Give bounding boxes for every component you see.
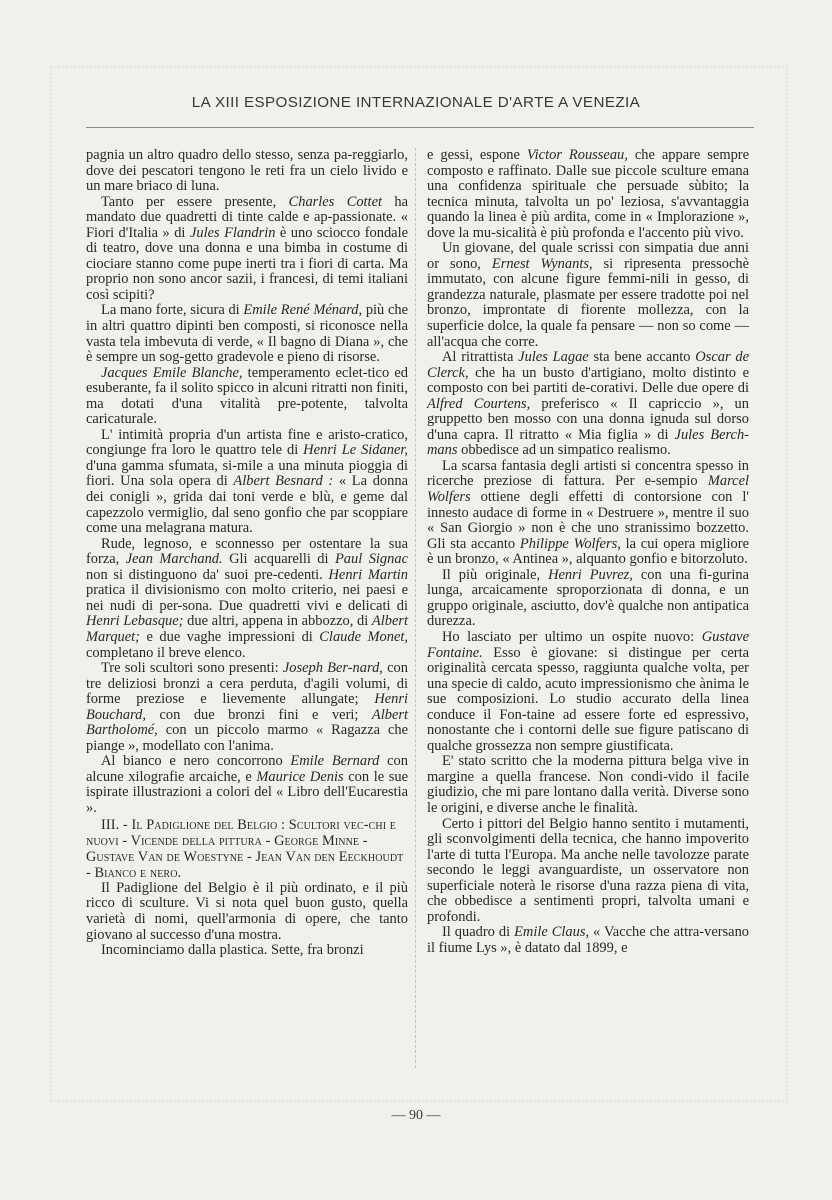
artist-name: Alfred Courtens, [427, 395, 531, 412]
paragraph: Incominciamo dalla plastica. Sette, fra bronzi [101, 942, 364, 959]
artist-name: Maurice Denis [256, 768, 344, 785]
artist-name: Jean Marchand. [125, 551, 223, 568]
artist-name: Jules Lagae [518, 349, 589, 366]
paragraph: La scarsa fantasia degli artisti si concentra spesso in ricerche preziose di fattura. Per e-sempio Marcel Wolfers ottiene degli effetti di contorsione con l' innesto audace di forme in « Destruere », mentre il suo « San Giorgio » non è che uno stranissimo bozzetto. Gli sta accanto Philippe Wolfers, la cui opera migliore è un bronzo, « Antinea », alquanto gonfio e bitorzoluto. [427, 457, 749, 568]
artist-name: Henri Lebasque; [86, 613, 184, 630]
paragraph: Tanto per essere presente, Charles Cottet ha mandato due quadretti di tinte calde e ap-passionate. « Fiori d'Italia » di Jules Flandrin è uno sciocco fondale di teatro, dove una donna e una bimba in costume di ciociare stanno come pupe inerti tra i fiori di carta. Ma proprio non sono ancor sazii, i francesi, di temi italiani così scipiti? [86, 193, 408, 303]
paragraph: Il Padiglione del Belgio è il più ordinato, e il più ricco di sculture. Vi si nota quel buon gusto, quella varietà di nomi, quell'armonia di opere, che tanto giovano al successo d'una mostra. [86, 879, 408, 943]
paragraph: Jacques Emile Blanche, temperamento eclet-tico ed esuberante, fa il solito spicco in alcuni ritratti non finiti, ma dotati d'una vitalità pre-potente, talvolta caricaturale. [86, 364, 408, 428]
paragraph: Il più originale, Henri Puvrez, con una fi-gurina lunga, arcaicamente sproporzionata di donna, e un gruppo originale, asciutto, dov'è qualche non antipatica durezza. [427, 566, 749, 630]
artist-name: Marcel Wolfers [427, 473, 749, 506]
artist-name: Henri Bouchard, [86, 691, 408, 723]
paragraph: Un giovane, del quale scrissi con simpatia due anni or sono, Ernest Wynants, si ripresenta pressochè immutato, con alcune figure femmi-nili in gesso, di grandezza naturale, plasmate per essere tradotte poi nel bronzo, improntate di fiorente mollezza, con la superficie dolce, la quale fa pensare — non so come — all'acqua che corre. [427, 240, 749, 350]
right-column [427, 148, 749, 956]
left-column [86, 148, 408, 959]
paragraph: L' intimità propria d'un artista fine e aristo-cratico, congiunge fra loro le quattro tele di Henri Le Sidaner, d'una gamma sfumata, si-mile a una minuta pioggia di fiori. Una sola opera di Albert Besnard : « La donna dei conigli », grida dai toni verde e blù, e geme dal capezzolo vermiglio, dal seno gonfio che par scoppiare come una melagrana matura. [86, 426, 408, 537]
section-heading: III. - Il Padiglione del Belgio : Scultori vec-chi e nuovi - Vicende della pittura - George Minne - Gustave Van de Woestyne - Jean Van den Eeckhoudt - Bianco e nero. [86, 816, 404, 881]
artist-name: Emile Claus, [514, 924, 590, 941]
artist-name: Jacques Emile Blanche, [101, 364, 243, 381]
header-rule [86, 127, 754, 128]
artist-name: Emile Bernard [290, 753, 380, 770]
artist-name: Emile René Ménard, [243, 302, 363, 319]
artist-name: Albert Besnard : [233, 473, 334, 490]
artist-name: Joseph Ber-nard, [282, 660, 383, 677]
paragraph: Al bianco e nero concorrono Emile Bernard con alcune xilografie arcaiche, e Maurice Denis con le sue ispirate illustrazioni a colori del « Libro dell'Eucarestia ». [86, 753, 408, 816]
artist-name: Oscar de Clerck, [427, 349, 749, 381]
artist-name: Albert Bartholomé, [86, 706, 408, 739]
paragraph: Rude, legnoso, e sconnesso per ostentare la sua forza, Jean Marchand. Gli acquarelli di Paul Signac non si distinguono da' suoi pre-cedenti. Henri Martin pratica il divisionismo con molto criterio, nei paesi e nei nudi di per-sona. Due quadretti vivi e delicati di Henri Lebasque; due altri, appena in abbozzo, di Albert Marquet; e due vaghe impressioni di Claude Monet, completano il breve elenco. [86, 535, 408, 661]
running-header: LA XIII ESPOSIZIONE INTERNAZIONALE D'ARTE A VENEZIA [191, 94, 641, 111]
artist-name: Henri Le Sidaner, [303, 442, 408, 459]
paragraph: Ho lasciato per ultimo un ospite nuovo: Gustave Fontaine. Esso è giovane: si distingue per certa originalità cercata spesso, raggiunta qualche volta, per una specie di caldo, acuto impressionismo che ànima le sue composizioni. Lo studio accurato della linea conduce il Fon-taine ad essere forte ed espressivo, nonostante che i contorni delle sue figure patiscano di qualche grossezza non sempre giustificata. [427, 628, 749, 754]
paragraph: E' stato scritto che la moderna pittura belga vive in margine a quella francese. Non condi-vido il facile giudizio, che mi pare lontano dalla verità. Diverse sono le origini, e diverse anche le finalità. [427, 753, 749, 816]
artist-name: Claude Monet, [319, 628, 408, 645]
column-divider [415, 148, 416, 1068]
artist-name: Henri Martin [328, 566, 408, 583]
artist-name: Philippe Wolfers, [519, 535, 621, 552]
paragraph: Il quadro di Emile Claus, « Vacche che attra-versano il fiume Lys », è datato dal 1899, e [427, 924, 750, 956]
artist-name: Ernest Wynants, [491, 255, 593, 272]
artist-name: Henri Puvrez, [548, 566, 633, 583]
artist-name: Paul Signac [334, 551, 408, 568]
artist-name: Charles Cottet [288, 193, 382, 210]
paragraph: La mano forte, sicura di Emile René Ménard, più che in altri quattro dipinti ben composti, si riconosce nella vasta tela imbevuta di verde, « Il bagno di Diana », che è sempre un sog-getto gradevole e pieno di risorse. [86, 302, 408, 366]
artist-name: Victor Rousseau, [526, 147, 628, 163]
page-number: — 90 — [391, 1108, 441, 1123]
paragraph: Al ritrattista Jules Lagae sta bene accanto Oscar de Clerck, che ha un busto d'artigiano, molto distinto e composto con bei partiti de-corativi. Delle due opere di Alfred Courtens, preferisco « Il capriccio », un gruppetto ben mosso con una donna ignuda sul dorso d'una capra. Il ritratto « Mia figlia » di Jules Berch-mans obbedisce ad un simpatico realismo. [427, 349, 749, 459]
paragraph: e gessi, espone Victor Rousseau, che appare sempre composto e raffinato. Dalle sue piccole sculture emana una confidenza spirituale che persuade sùbito; la tecnica minuta, talvolta un po' leziosa, s'avvantaggia quando la linea è più ardita, come in « Implorazione », dove la mu-sicalità è più profonda e l'accento più vivo. [427, 147, 750, 241]
artist-name: Gustave Fontaine. [427, 628, 749, 661]
paragraph: pagnia un altro quadro dello stesso, senza pa-reggiarlo, dove dei pescatori tengono le reti fra un cielo livido e un mare briaco di luna. [86, 147, 408, 195]
artist-name: Jules Flandrin [189, 224, 276, 241]
paragraph: Tre soli scultori sono presenti: Joseph Ber-nard, con tre deliziosi bronzi a cera perduta, d'agili volumi, di forme preziose e lievemente allungate; Henri Bouchard, con due bronzi fini e veri; Albert Bartholomé, con un piccolo marmo « Ragazza che piange », modellato con l'anima. [86, 660, 408, 754]
paragraph: Certo i pittori del Belgio hanno sentito i mutamenti, gli sconvolgimenti della tecnica, che hanno impoverito l'arte di tutta l'Europa. Ma anche nelle tavolozze parate secondo le leggi avanguardiste, un osservatore non superficiale noterà le risorse d'una razza piena di vita, che obbedisce a sentimenti propri, talvolta umani e profondi. [427, 815, 749, 925]
artist-name: Jules Berch-mans [427, 426, 749, 459]
artist-name: Albert Marquet; [86, 613, 408, 645]
